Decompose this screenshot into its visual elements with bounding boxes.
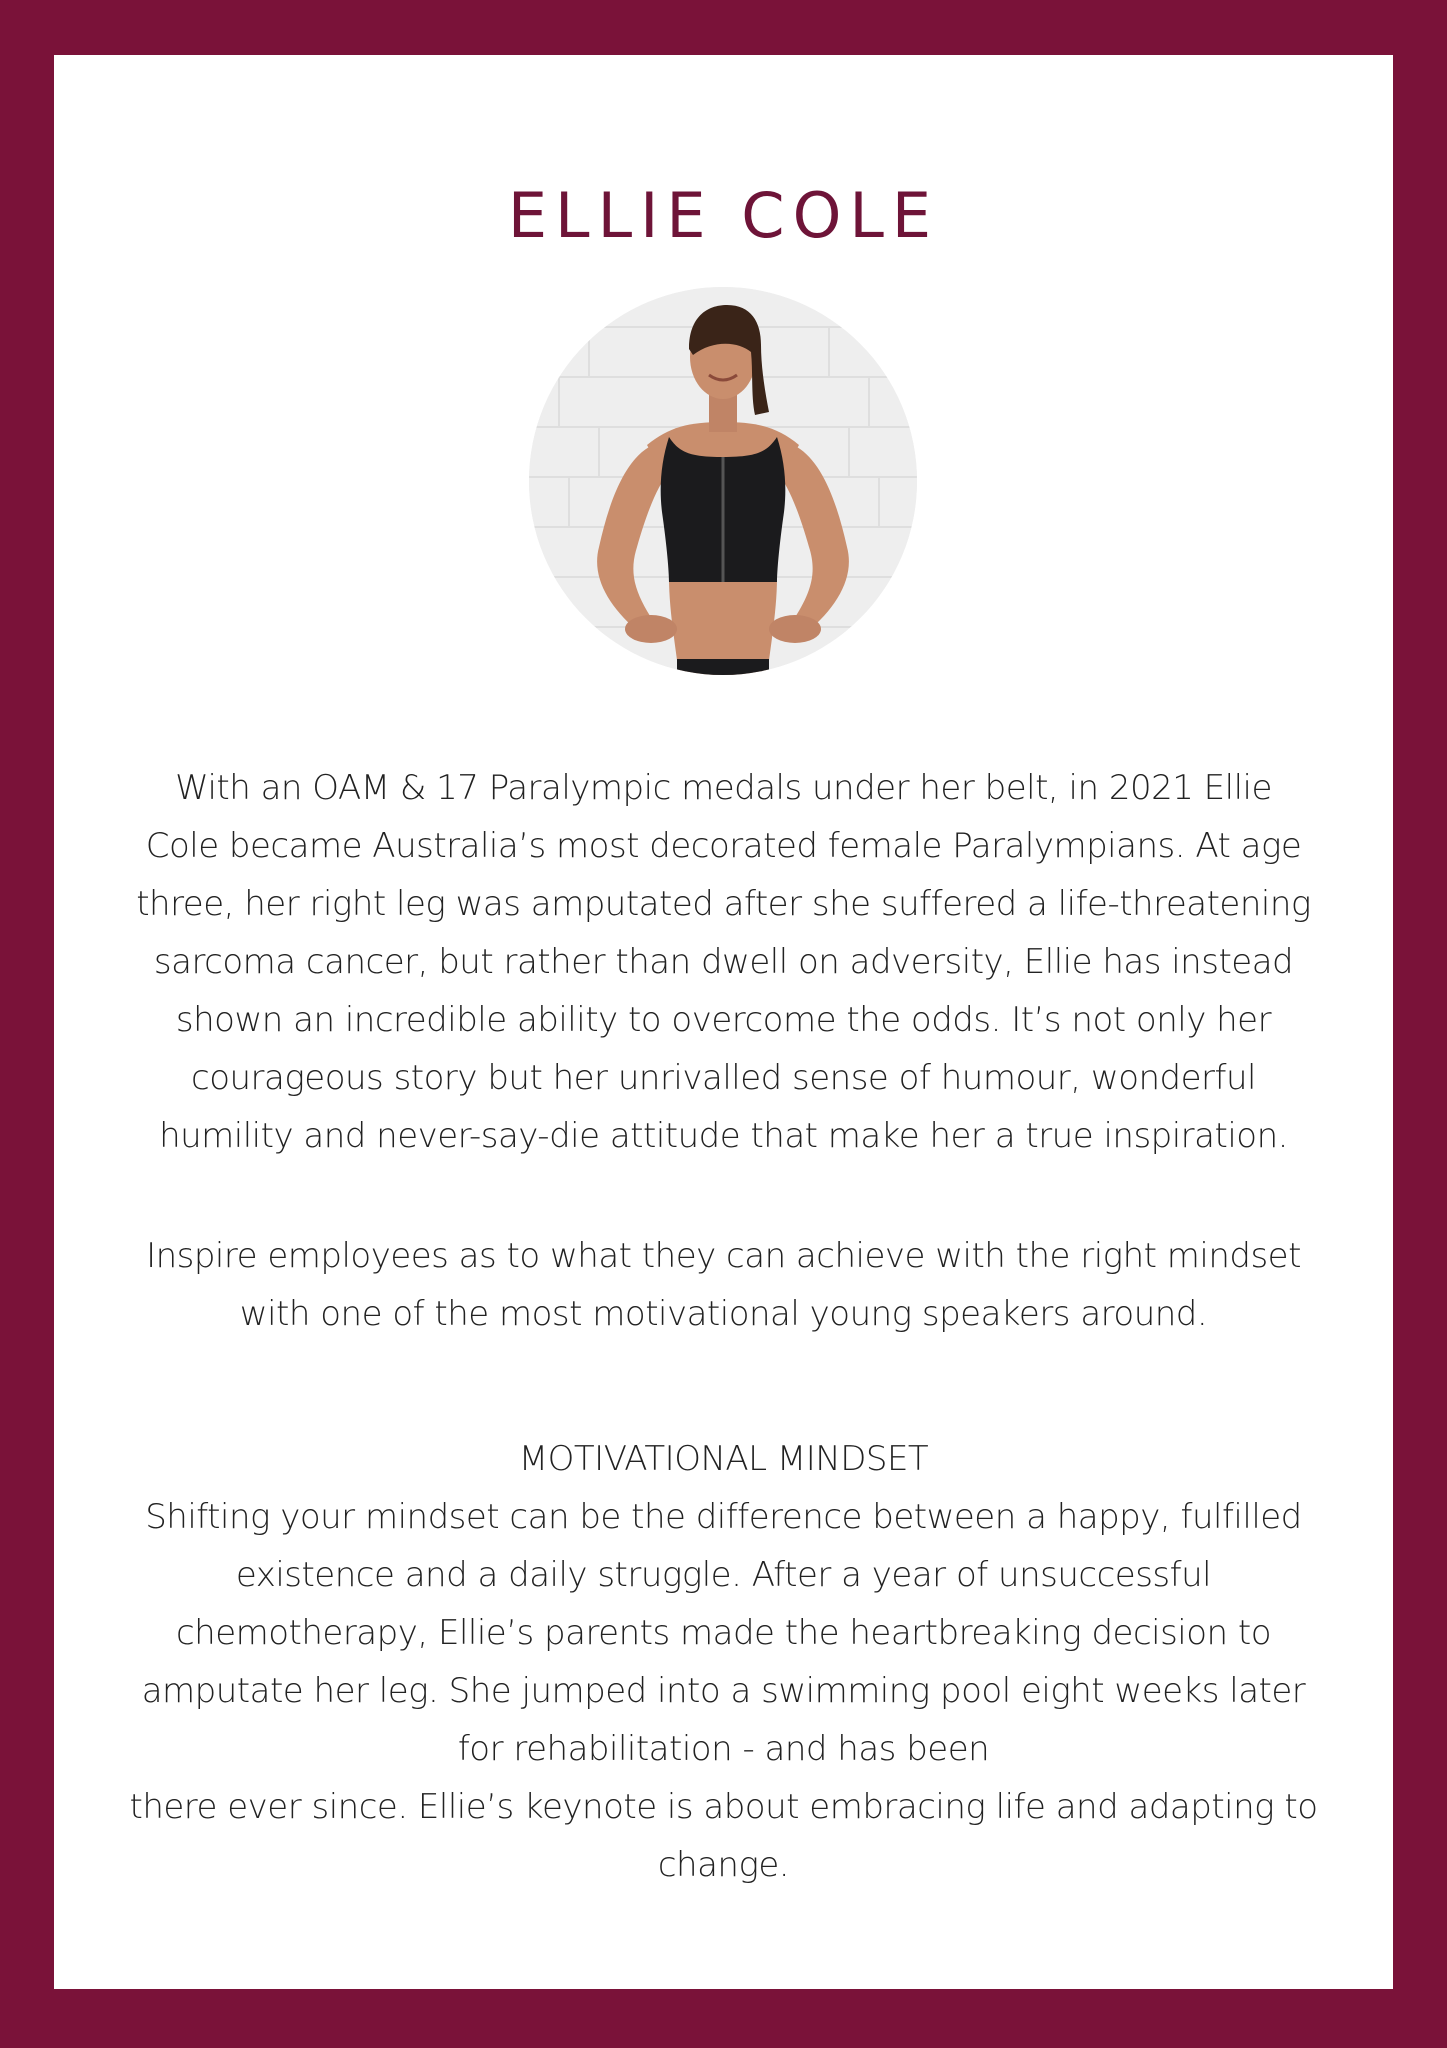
paragraph-line: courageous story but her unrivalled sense of humour, wonderful — [191, 1058, 1256, 1098]
paragraph-line: humility and never-say-die attitude that make her a true inspiration. — [159, 1116, 1288, 1156]
profile-photo — [529, 287, 917, 675]
inspire-paragraph — [94, 1227, 1353, 1343]
paragraph-line: three, her right leg was amputated after she suffered a life-threatening — [136, 884, 1311, 924]
paragraph-line: change. — [657, 1845, 790, 1885]
paragraph-line: with one of the most motivational young speakers around. — [239, 1294, 1208, 1334]
page-title: ELLIE COLE — [507, 179, 940, 252]
portrait-photo-icon — [529, 287, 917, 675]
paragraph-line: Inspire employees as to what they can achieve with the right mindset — [146, 1236, 1301, 1276]
paragraph-line: Shifting your mindset can be the difference between a happy, fulfilled — [145, 1497, 1302, 1537]
paragraph-line: sarcoma cancer, but rather than dwell on adversity, Ellie has instead — [153, 942, 1294, 982]
section-heading: MOTIVATIONAL MINDSET — [518, 1439, 929, 1479]
paragraph-line: With an OAM & 17 Paralympic medals under her belt, in 2021 Ellie — [175, 768, 1272, 808]
paragraph-line: existence and a daily struggle. After a year of unsuccessful — [235, 1555, 1212, 1595]
mindset-paragraph — [94, 1488, 1353, 1894]
page-card — [54, 55, 1393, 1989]
paragraph-line: shown an incredible ability to overcome the odds. It’s not only her — [175, 1000, 1272, 1040]
paragraph-line: chemotherapy, Ellie’s parents made the heartbreaking decision to — [175, 1613, 1272, 1653]
paragraph-line: amputate her leg. She jumped into a swimming pool eight weeks later — [141, 1671, 1306, 1711]
paragraph-line: there ever since. Ellie’s keynote is about embracing life and adapting to — [129, 1787, 1318, 1827]
intro-paragraph — [94, 759, 1353, 1165]
paragraph-line: Cole became Australia’s most decorated female Paralympians. At age — [145, 826, 1302, 866]
paragraph-line: for rehabilitation - and has been — [457, 1729, 990, 1769]
